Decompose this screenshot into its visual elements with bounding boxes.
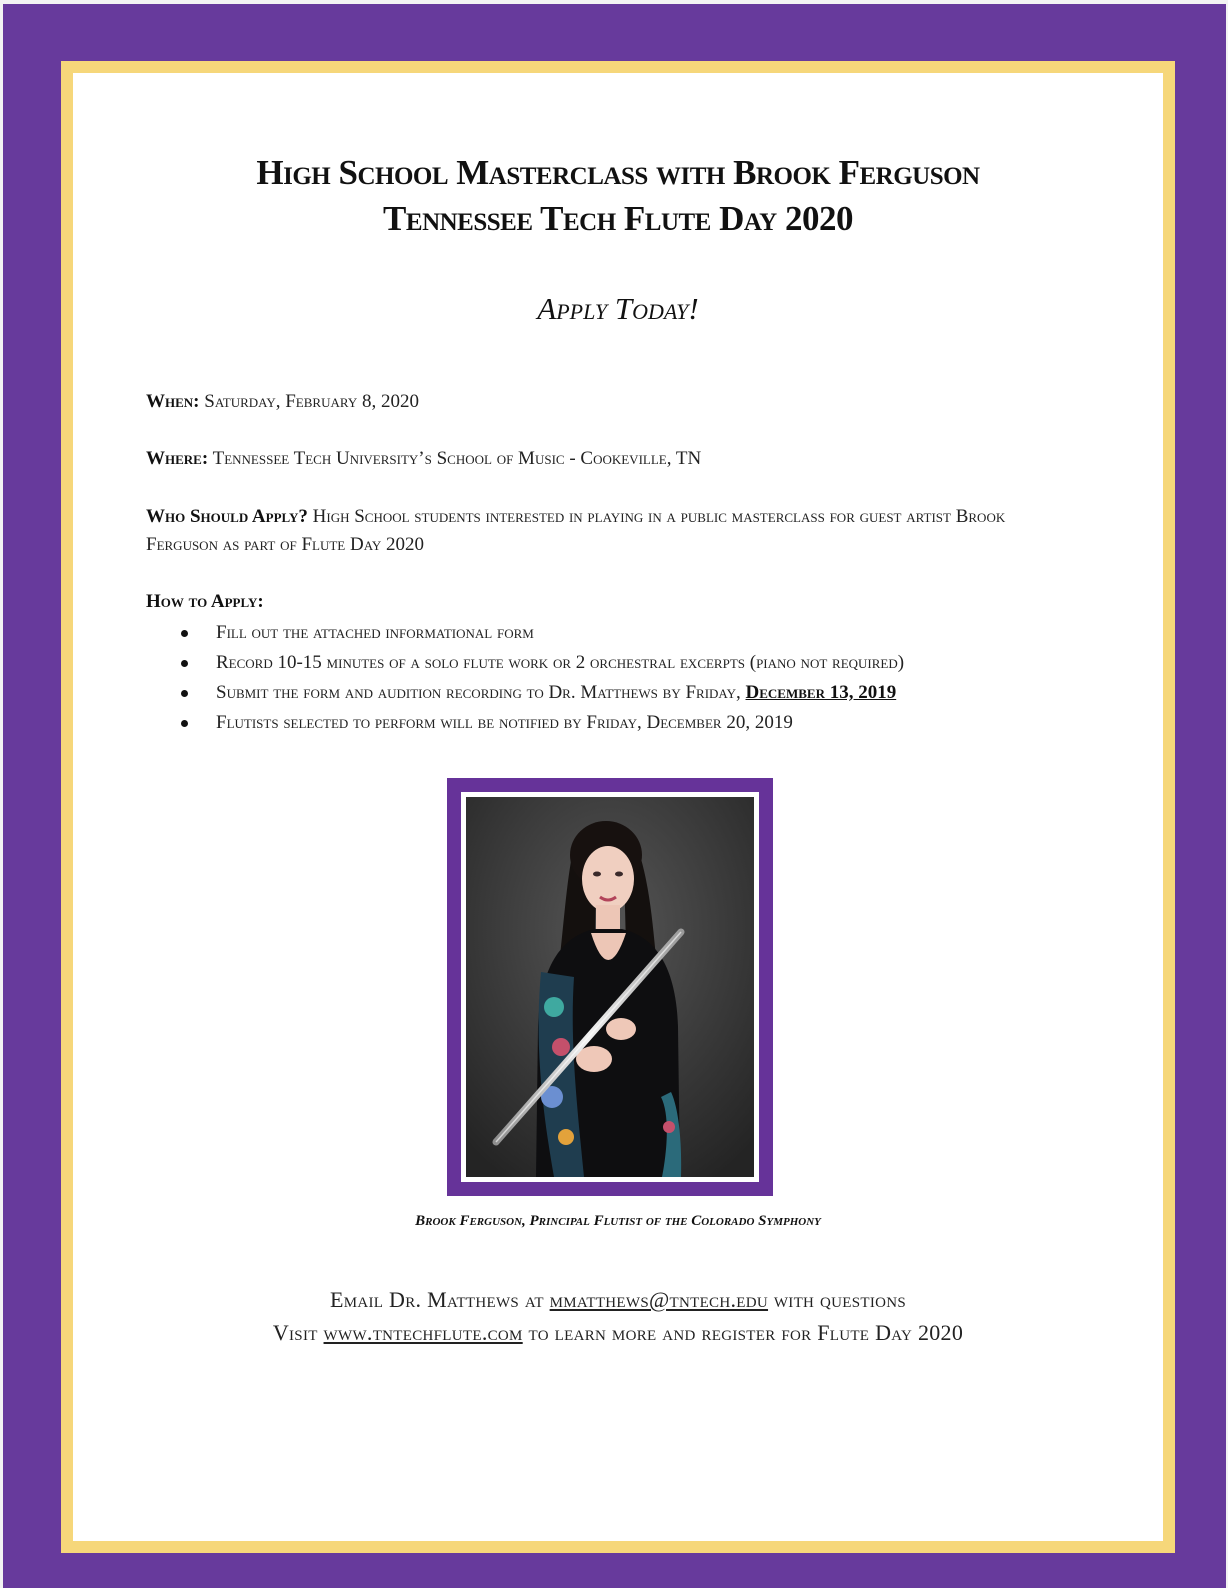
visit-suffix: to learn more and register for Flute Day 2020 [528, 1320, 964, 1345]
title-line-1: High School Masterclass with Brook Ferguson [256, 153, 980, 192]
photo-mat [461, 792, 759, 1182]
photo-caption: Brook Ferguson, Principal Flutist of the Colorado Symphony [415, 1213, 821, 1229]
flutist-portrait-photo [466, 797, 754, 1177]
list-item [176, 618, 1076, 648]
where-value: Tennessee Tech University’s School of Music - Cookeville, TN [212, 448, 702, 469]
email-suffix: with questions [773, 1287, 907, 1312]
bullet-icon [181, 690, 188, 697]
visit-line [73, 1320, 1163, 1346]
where-label: Where: [146, 448, 209, 469]
step-text: Fill out the attached informational form [216, 622, 534, 643]
flyer-title [73, 150, 1163, 242]
apply-today-heading: Apply Today! [537, 291, 699, 326]
email-prefix: Email Dr. Matthews at [329, 1287, 544, 1312]
how-label: How to Apply: [146, 591, 264, 612]
when-row [146, 388, 1066, 416]
email-link[interactable]: mmatthews@tntech.edu [549, 1287, 769, 1312]
who-value: High School students interested in playing in a public masterclass for guest artist Brook Ferguson as part of Flute Day 2020 [146, 506, 1006, 555]
how-row [146, 588, 1066, 616]
when-label: When: [146, 391, 200, 412]
visit-prefix: Visit [272, 1320, 318, 1345]
list-item [176, 648, 1076, 678]
apply-steps-list [176, 618, 1076, 738]
website-link[interactable]: www.tntechflute.com [323, 1320, 523, 1345]
bullet-icon [181, 660, 188, 667]
portrait-illustration [466, 797, 754, 1177]
step-text: Flutists selected to perform will be notified by Friday, December 20, 2019 [216, 712, 793, 733]
title-line-2: Tennessee Tech Flute Day 2020 [383, 199, 853, 238]
who-row [146, 503, 1066, 559]
step-text: Submit the form and audition recording to Dr. Matthews by Friday, [216, 682, 741, 703]
bullet-icon [181, 630, 188, 637]
list-item [176, 708, 1076, 738]
bullet-icon [181, 720, 188, 727]
photo-frame [447, 778, 773, 1196]
list-item [176, 678, 1076, 708]
who-label: Who Should Apply? [146, 506, 308, 527]
step-text: Record 10-15 minutes of a solo flute work or 2 orchestral excerpts (piano not required) [216, 652, 905, 673]
email-line [73, 1287, 1163, 1313]
where-row [146, 445, 1066, 473]
deadline-date: December 13, 2019 [745, 682, 897, 703]
when-value: Saturday, February 8, 2020 [204, 391, 419, 412]
flyer-content [73, 73, 1163, 1541]
